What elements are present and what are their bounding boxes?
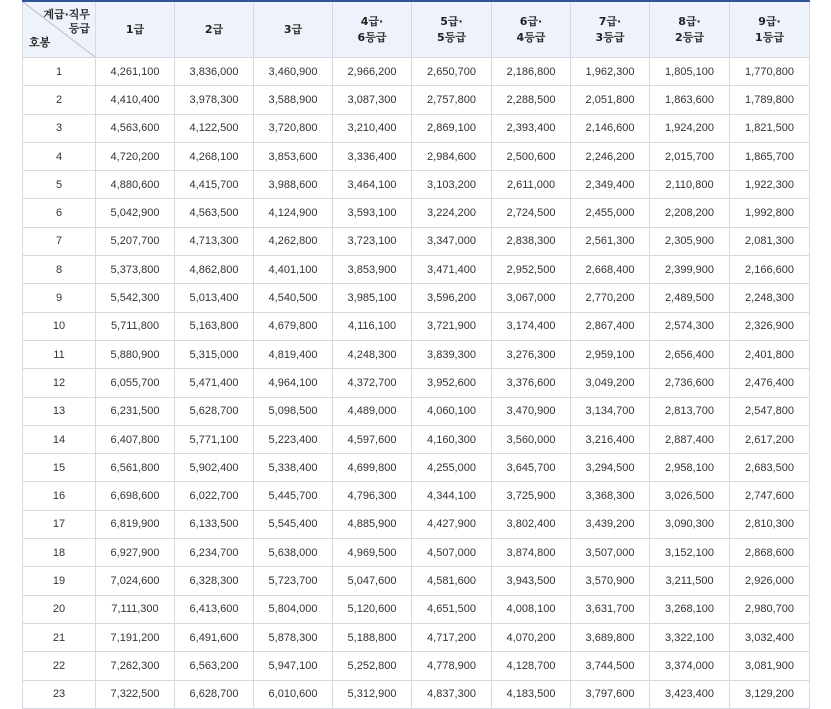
salary-cell: 2,683,500 [730,454,810,482]
salary-cell: 3,216,400 [571,425,650,453]
salary-cell: 4,255,000 [412,454,492,482]
salary-cell: 5,252,800 [333,652,412,680]
salary-cell: 1,865,700 [730,142,810,170]
salary-cell: 1,770,800 [730,58,810,86]
table-row [23,199,810,227]
salary-cell: 4,116,100 [333,312,412,340]
salary-cell: 4,563,600 [96,114,175,142]
salary-cell: 2,736,600 [650,369,730,397]
salary-cell: 5,315,000 [175,340,254,368]
table-row [23,680,810,708]
salary-cell: 3,797,600 [571,680,650,708]
salary-cell: 2,015,700 [650,142,730,170]
salary-cell: 3,560,000 [492,425,571,453]
salary-cell: 6,010,600 [254,680,333,708]
step-cell: 7 [23,227,96,255]
salary-cell: 4,597,600 [333,425,412,453]
salary-cell: 4,410,400 [96,86,175,114]
salary-cell: 2,561,300 [571,227,650,255]
salary-cell: 4,401,100 [254,256,333,284]
salary-cell: 3,347,000 [412,227,492,255]
salary-cell: 2,489,500 [650,284,730,312]
salary-cell: 2,868,600 [730,539,810,567]
salary-cell: 4,651,500 [412,595,492,623]
salary-cell: 2,887,400 [650,425,730,453]
table-row [23,425,810,453]
column-header [650,1,730,58]
salary-cell: 1,821,500 [730,114,810,142]
table-row [23,652,810,680]
header-row [23,1,810,58]
salary-cell: 2,476,400 [730,369,810,397]
salary-cell: 3,588,900 [254,86,333,114]
salary-cell: 2,813,700 [650,397,730,425]
salary-cell: 5,338,400 [254,454,333,482]
column-header [492,1,571,58]
salary-cell: 4,070,200 [492,623,571,651]
salary-cell: 2,051,800 [571,86,650,114]
salary-cell: 4,717,200 [412,623,492,651]
column-header-line2: 3등급 [595,30,625,44]
salary-cell: 5,638,000 [254,539,333,567]
corner-top-line1: 계급·직무 [43,8,90,21]
salary-cell: 4,489,000 [333,397,412,425]
salary-cell: 3,224,200 [412,199,492,227]
salary-cell: 4,427,900 [412,510,492,538]
salary-cell: 2,958,100 [650,454,730,482]
salary-cell: 6,698,600 [96,482,175,510]
salary-cell: 3,087,300 [333,86,412,114]
step-cell: 5 [23,171,96,199]
step-cell: 6 [23,199,96,227]
salary-cell: 3,423,400 [650,680,730,708]
salary-cell: 2,810,300 [730,510,810,538]
salary-cell: 6,022,700 [175,482,254,510]
salary-cell: 3,067,000 [492,284,571,312]
salary-cell: 2,401,800 [730,340,810,368]
salary-cell: 3,294,500 [571,454,650,482]
salary-cell: 1,805,100 [650,58,730,86]
column-header-line1: 1급 [125,22,145,36]
salary-cell: 5,902,400 [175,454,254,482]
salary-cell: 2,081,300 [730,227,810,255]
salary-cell: 1,962,300 [571,58,650,86]
salary-cell: 5,878,300 [254,623,333,651]
salary-cell: 3,874,800 [492,539,571,567]
salary-cell: 5,445,700 [254,482,333,510]
salary-cell: 1,924,200 [650,114,730,142]
salary-cell: 4,699,800 [333,454,412,482]
salary-cell: 3,090,300 [650,510,730,538]
salary-cell: 3,839,300 [412,340,492,368]
salary-cell: 4,581,600 [412,567,492,595]
salary-cell: 5,188,800 [333,623,412,651]
salary-cell: 2,399,900 [650,256,730,284]
salary-cell: 5,545,400 [254,510,333,538]
salary-cell: 5,880,900 [96,340,175,368]
step-cell: 9 [23,284,96,312]
salary-cell: 5,013,400 [175,284,254,312]
table-row [23,369,810,397]
column-header [730,1,810,58]
salary-cell: 3,721,900 [412,312,492,340]
salary-cell: 2,186,800 [492,58,571,86]
column-header-line1: 2급 [204,22,224,36]
salary-cell: 6,413,600 [175,595,254,623]
salary-cell: 5,471,400 [175,369,254,397]
column-header-line1: 9급· [758,14,781,28]
table-row [23,340,810,368]
salary-cell: 3,210,400 [333,114,412,142]
column-header [175,1,254,58]
salary-cell: 3,631,700 [571,595,650,623]
column-header [333,1,412,58]
salary-cell: 4,415,700 [175,171,254,199]
salary-cell: 7,322,500 [96,680,175,708]
salary-cell: 4,862,800 [175,256,254,284]
salary-cell: 6,328,300 [175,567,254,595]
salary-cell: 4,964,100 [254,369,333,397]
step-cell: 21 [23,623,96,651]
salary-cell: 5,207,700 [96,227,175,255]
column-header [571,1,650,58]
salary-cell: 3,985,100 [333,284,412,312]
salary-cell: 5,373,800 [96,256,175,284]
salary-cell: 3,103,200 [412,171,492,199]
salary-cell: 3,276,300 [492,340,571,368]
salary-cell: 4,344,100 [412,482,492,510]
salary-cell: 4,122,500 [175,114,254,142]
salary-cell: 2,500,600 [492,142,571,170]
salary-cell: 3,853,600 [254,142,333,170]
salary-cell: 4,060,100 [412,397,492,425]
salary-cell: 5,711,800 [96,312,175,340]
salary-cell: 4,885,900 [333,510,412,538]
column-header [96,1,175,58]
column-header-line2: 4등급 [516,30,546,44]
salary-cell: 1,922,300 [730,171,810,199]
salary-cell: 2,305,900 [650,227,730,255]
salary-cell: 3,460,900 [254,58,333,86]
table-row [23,595,810,623]
salary-cell: 3,836,000 [175,58,254,86]
salary-cell: 2,668,400 [571,256,650,284]
salary-cell: 3,026,500 [650,482,730,510]
salary-cell: 6,234,700 [175,539,254,567]
salary-cell: 6,563,200 [175,652,254,680]
table-row [23,142,810,170]
salary-cell: 5,163,800 [175,312,254,340]
salary-cell: 4,183,500 [492,680,571,708]
salary-cell: 4,563,500 [175,199,254,227]
salary-cell: 6,628,700 [175,680,254,708]
salary-cell: 7,262,300 [96,652,175,680]
salary-cell: 6,927,900 [96,539,175,567]
salary-cell: 3,470,900 [492,397,571,425]
salary-cell: 3,336,400 [333,142,412,170]
salary-cell: 3,471,400 [412,256,492,284]
salary-cell: 2,547,800 [730,397,810,425]
table-row [23,114,810,142]
table-row [23,397,810,425]
salary-cell: 5,042,900 [96,199,175,227]
salary-cell: 2,984,600 [412,142,492,170]
salary-cell: 5,312,900 [333,680,412,708]
table-row [23,539,810,567]
salary-cell: 5,223,400 [254,425,333,453]
salary-cell: 3,507,000 [571,539,650,567]
step-cell: 18 [23,539,96,567]
salary-cell: 4,268,100 [175,142,254,170]
salary-cell: 4,880,600 [96,171,175,199]
salary-cell: 5,047,600 [333,567,412,595]
step-cell: 23 [23,680,96,708]
step-cell: 11 [23,340,96,368]
table-row [23,284,810,312]
column-header [254,1,333,58]
salary-cell: 4,261,100 [96,58,175,86]
salary-cell: 2,650,700 [412,58,492,86]
salary-cell: 4,124,900 [254,199,333,227]
column-header-line2: 2등급 [675,30,704,44]
salary-cell: 2,110,800 [650,171,730,199]
salary-cell: 3,689,800 [571,623,650,651]
salary-cell: 2,757,800 [412,86,492,114]
column-header-line2: 5등급 [437,30,466,44]
table-row [23,171,810,199]
salary-cell: 3,802,400 [492,510,571,538]
salary-cell: 1,992,800 [730,199,810,227]
salary-cell: 2,724,500 [492,199,571,227]
step-cell: 14 [23,425,96,453]
salary-cell: 6,055,700 [96,369,175,397]
salary-cell: 3,596,200 [412,284,492,312]
column-header-line1: 5급· [440,14,463,28]
salary-cell: 3,268,100 [650,595,730,623]
salary-cell: 6,561,800 [96,454,175,482]
salary-cell: 7,111,300 [96,595,175,623]
table-body [23,58,810,709]
salary-cell: 2,393,400 [492,114,571,142]
salary-cell: 6,133,500 [175,510,254,538]
salary-cell: 3,593,100 [333,199,412,227]
salary-cell: 3,211,500 [650,567,730,595]
salary-cell: 4,837,300 [412,680,492,708]
salary-cell: 4,008,100 [492,595,571,623]
salary-cell: 2,966,200 [333,58,412,86]
step-cell: 1 [23,58,96,86]
table-row [23,510,810,538]
salary-cell: 2,869,100 [412,114,492,142]
corner-bottom-label: 호봉 [29,36,51,49]
salary-cell: 5,120,600 [333,595,412,623]
salary-cell: 2,574,300 [650,312,730,340]
salary-cell: 2,952,500 [492,256,571,284]
salary-cell: 6,231,500 [96,397,175,425]
salary-cell: 2,770,200 [571,284,650,312]
salary-cell: 4,819,400 [254,340,333,368]
salary-cell: 3,134,700 [571,397,650,425]
salary-cell: 3,152,100 [650,539,730,567]
salary-cell: 4,372,700 [333,369,412,397]
salary-cell: 4,679,800 [254,312,333,340]
step-cell: 2 [23,86,96,114]
salary-cell: 3,129,200 [730,680,810,708]
salary-cell: 7,191,200 [96,623,175,651]
salary-cell: 3,952,600 [412,369,492,397]
salary-cell: 4,540,500 [254,284,333,312]
salary-cell: 4,248,300 [333,340,412,368]
salary-cell: 5,771,100 [175,425,254,453]
salary-cell: 5,098,500 [254,397,333,425]
table-row [23,86,810,114]
corner-top-label [43,8,90,36]
salary-cell: 3,464,100 [333,171,412,199]
column-header [412,1,492,58]
step-cell: 16 [23,482,96,510]
salary-cell: 2,747,600 [730,482,810,510]
step-cell: 19 [23,567,96,595]
salary-cell: 2,166,600 [730,256,810,284]
salary-cell: 3,720,800 [254,114,333,142]
salary-cell: 6,491,600 [175,623,254,651]
column-header-line1: 3급 [283,22,303,36]
column-header-line1: 8급· [678,14,701,28]
table-row [23,482,810,510]
salary-cell: 3,723,100 [333,227,412,255]
table-header [23,1,810,58]
salary-cell: 4,969,500 [333,539,412,567]
step-cell: 8 [23,256,96,284]
step-cell: 17 [23,510,96,538]
salary-cell: 3,032,400 [730,623,810,651]
salary-cell: 3,081,900 [730,652,810,680]
salary-cell: 5,804,000 [254,595,333,623]
salary-cell: 3,439,200 [571,510,650,538]
step-cell: 13 [23,397,96,425]
step-cell: 3 [23,114,96,142]
salary-cell: 3,174,400 [492,312,571,340]
step-cell: 4 [23,142,96,170]
salary-cell: 2,838,300 [492,227,571,255]
salary-cell: 2,617,200 [730,425,810,453]
salary-cell: 4,128,700 [492,652,571,680]
salary-cell: 2,326,900 [730,312,810,340]
table-row [23,256,810,284]
salary-cell: 3,376,600 [492,369,571,397]
salary-cell: 6,819,900 [96,510,175,538]
salary-cell: 4,262,800 [254,227,333,255]
salary-cell: 4,796,300 [333,482,412,510]
column-header-line1: 6급· [519,14,543,28]
salary-cell: 4,160,300 [412,425,492,453]
table-row [23,312,810,340]
salary-cell: 3,853,900 [333,256,412,284]
salary-cell: 4,778,900 [412,652,492,680]
salary-cell: 3,570,900 [571,567,650,595]
table-row [23,623,810,651]
corner-top-line2: 등급 [68,22,90,35]
column-header-line2: 1등급 [755,30,784,44]
salary-cell: 2,926,000 [730,567,810,595]
salary-cell: 2,980,700 [730,595,810,623]
salary-cell: 4,713,300 [175,227,254,255]
salary-cell: 2,208,200 [650,199,730,227]
salary-cell: 3,978,300 [175,86,254,114]
table-row [23,567,810,595]
salary-cell: 3,049,200 [571,369,650,397]
salary-cell: 1,863,600 [650,86,730,114]
salary-cell: 2,246,200 [571,142,650,170]
salary-cell: 3,988,600 [254,171,333,199]
salary-cell: 3,744,500 [571,652,650,680]
corner-header-cell [23,1,96,58]
salary-cell: 2,611,000 [492,171,571,199]
salary-cell: 2,959,100 [571,340,650,368]
salary-cell: 3,725,900 [492,482,571,510]
column-header-line1: 4급· [360,14,384,28]
salary-cell: 7,024,600 [96,567,175,595]
step-cell: 15 [23,454,96,482]
step-cell: 10 [23,312,96,340]
table-row [23,58,810,86]
salary-cell: 1,789,800 [730,86,810,114]
salary-cell: 5,947,100 [254,652,333,680]
salary-cell: 5,628,700 [175,397,254,425]
salary-cell: 5,723,700 [254,567,333,595]
salary-cell: 2,288,500 [492,86,571,114]
salary-cell: 2,146,600 [571,114,650,142]
step-cell: 22 [23,652,96,680]
salary-cell: 2,349,400 [571,171,650,199]
salary-cell: 6,407,800 [96,425,175,453]
salary-cell: 4,720,200 [96,142,175,170]
salary-cell: 5,542,300 [96,284,175,312]
salary-cell: 3,322,100 [650,623,730,651]
salary-cell: 2,867,400 [571,312,650,340]
salary-cell: 2,656,400 [650,340,730,368]
salary-cell: 4,507,000 [412,539,492,567]
salary-cell: 3,374,000 [650,652,730,680]
table-row [23,227,810,255]
salary-cell: 3,943,500 [492,567,571,595]
table-row [23,454,810,482]
salary-cell: 3,368,300 [571,482,650,510]
salary-cell: 2,455,000 [571,199,650,227]
column-header-line2: 6등급 [357,30,387,44]
salary-cell: 2,248,300 [730,284,810,312]
salary-table [22,0,810,709]
salary-cell: 3,645,700 [492,454,571,482]
step-cell: 20 [23,595,96,623]
column-header-line1: 7급· [598,14,622,28]
step-cell: 12 [23,369,96,397]
